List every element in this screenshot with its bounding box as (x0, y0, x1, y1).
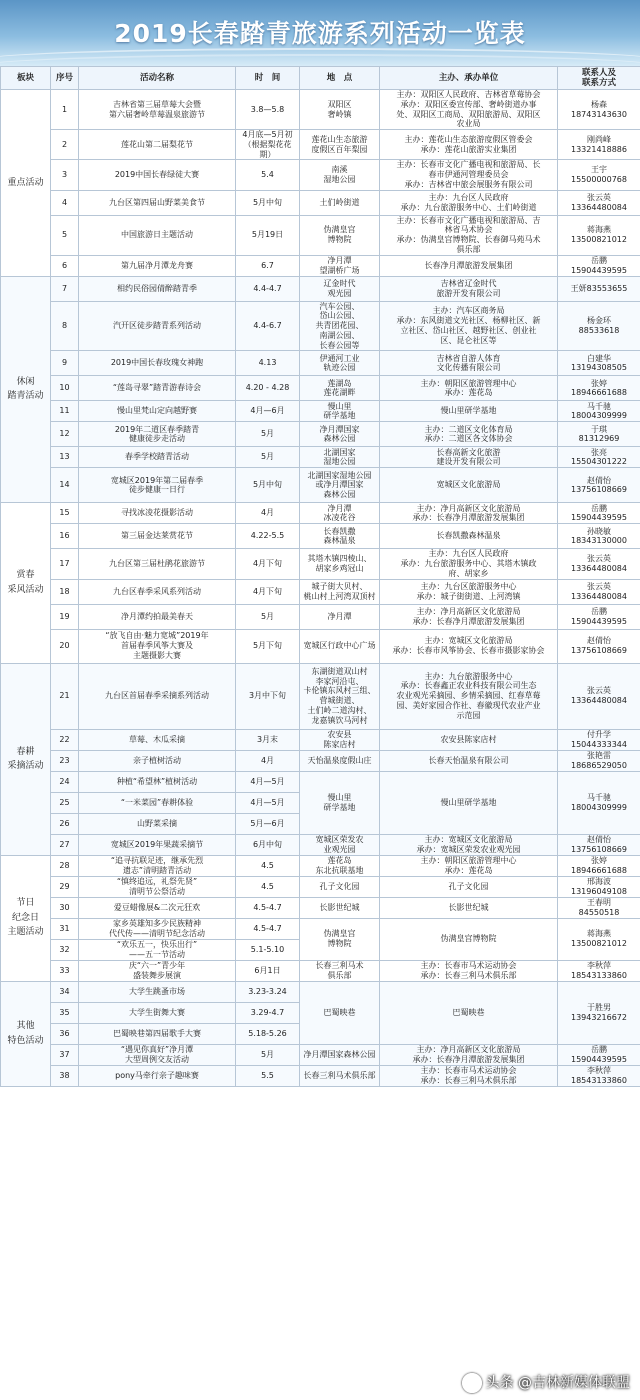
table-row (1, 255, 640, 276)
activity-time: 5.4 (236, 160, 300, 190)
activity-name: 慢山里梵山定向越野赛 (79, 401, 236, 422)
table-row (1, 604, 640, 629)
activity-contact: 王春明 84550518 (558, 897, 640, 918)
row-number: 29 (51, 876, 79, 897)
activity-contact: 岳鹏 15904439595 (558, 604, 640, 629)
activity-time: 4月下旬 (236, 579, 300, 604)
table-row (1, 376, 640, 401)
activity-place: 汽车公园、 岱山公园、 共青团花园、 南湖公园、 长春公园等 (300, 301, 380, 351)
table-row (1, 897, 640, 918)
activity-contact: 于胜男 13943216672 (558, 981, 640, 1044)
table-row (1, 160, 640, 190)
section-label: 休闲 踏青活动 (1, 276, 51, 503)
activity-name: 吉林省第三届草莓大会暨 第六届奢岭草莓温泉旅游节 (79, 90, 236, 130)
activity-time: 5月 (236, 604, 300, 629)
activity-organizer: 主办：长春市文化广播电视和旅游局、长 春市伊通河管理委员会 承办：吉林省中旅会展服务有限公司 (380, 160, 558, 190)
activity-place: 双阳区 奢岭镇 (300, 90, 380, 130)
activity-name: 汽开区徒步踏青系列活动 (79, 301, 236, 351)
activity-name: 九台区第三届杜鹃花旅游节 (79, 549, 236, 579)
activity-place: 净月潭 望湖桥广场 (300, 255, 380, 276)
activity-name: pony马牵行亲子趣味赛 (79, 1065, 236, 1086)
watermark-text: 头条 @吉林新媒体联盟 (485, 1375, 630, 1391)
row-number: 22 (51, 729, 79, 750)
row-number: 23 (51, 750, 79, 771)
row-number: 13 (51, 447, 79, 468)
row-number: 15 (51, 503, 79, 524)
activity-contact: 赵倩怡 13756108669 (558, 834, 640, 855)
activity-organizer: 慢山里研学基地 (380, 401, 558, 422)
activity-organizer: 主办：朝阳区旅游管理中心 承办：莲花岛 (380, 855, 558, 876)
row-number: 38 (51, 1065, 79, 1086)
watermark (462, 1372, 630, 1393)
activity-organizer: 主办：长春市马术运动协会 承办：长春三利马术俱乐部 (380, 960, 558, 981)
row-number: 28 (51, 855, 79, 876)
activity-time: 5.5 (236, 1065, 300, 1086)
page-title: 2019长春踏青旅游系列活动一览表 (114, 19, 526, 48)
activity-name: 2019中国长春玫瑰女神跑 (79, 351, 236, 376)
activity-time: 4.4-6.7 (236, 301, 300, 351)
activity-name: 第三届金达莱赏花节 (79, 524, 236, 549)
activity-time: 5月 (236, 447, 300, 468)
activity-name: 宽城区2019年果蔬采摘节 (79, 834, 236, 855)
activity-place: 净月潭 (300, 604, 380, 629)
table-row (1, 918, 640, 939)
header-contact: 联系人及 联系方式 (558, 67, 640, 90)
activity-time: 4.22-5.5 (236, 524, 300, 549)
activity-place: 莲花岛 东北抗联基地 (300, 855, 380, 876)
activity-name: 草莓、木瓜采摘 (79, 729, 236, 750)
activity-contact: 刚尚峰 13321418886 (558, 130, 640, 160)
activity-time: 4月 (236, 750, 300, 771)
activity-contact: 马千驰 18004309999 (558, 401, 640, 422)
activity-organizer: 主办：双阳区人民政府、吉林省草莓协会 承办：双阳区委宣传部、奢岭街道办事 处、双阳区工商局、双阳旅游局、双阳区 农业局 (380, 90, 558, 130)
header-organizer: 主办、承办单位 (380, 67, 558, 90)
activity-contact: 赵倩怡 13756108669 (558, 629, 640, 663)
activity-name: 中国旅游日主题活动 (79, 215, 236, 255)
table-row (1, 468, 640, 503)
activity-contact: 张云英 13364480084 (558, 190, 640, 215)
activity-contact: 王妍83553655 (558, 276, 640, 301)
table-row (1, 729, 640, 750)
activity-place: 净月潭国家森林公园 (300, 1044, 380, 1065)
row-number: 9 (51, 351, 79, 376)
table-row (1, 549, 640, 579)
activity-place: 天怡温泉度假山庄 (300, 750, 380, 771)
activity-place: 南溪 湿地公园 (300, 160, 380, 190)
activity-place: 长春三利马术 俱乐部 (300, 960, 380, 981)
row-number: 20 (51, 629, 79, 663)
activity-contact: 于琪 81312969 (558, 422, 640, 447)
activity-name: 山野菜采摘 (79, 813, 236, 834)
activity-time: 6月中旬 (236, 834, 300, 855)
activity-organizer: 主办：净月高新区文化旅游局 承办：长春净月潭旅游发展集团 (380, 1044, 558, 1065)
activity-organizer: 长春高新文化旅游 建设开发有限公司 (380, 447, 558, 468)
activity-contact: 张婷 18946661688 (558, 376, 640, 401)
activity-time: 4.4-4.7 (236, 276, 300, 301)
activity-time: 5月 (236, 1044, 300, 1065)
activity-contact: 白建华 13194308505 (558, 351, 640, 376)
activity-name: 亲子植树活动 (79, 750, 236, 771)
activity-contact: 张婷 18946661688 (558, 855, 640, 876)
row-number: 3 (51, 160, 79, 190)
section-label: 节日 纪念日 主题活动 (1, 855, 51, 981)
header-activity: 活动名称 (79, 67, 236, 90)
activity-place: 慢山里 研学基地 (300, 401, 380, 422)
row-number: 12 (51, 422, 79, 447)
table-row (1, 401, 640, 422)
activity-place: 农安县 陈家店村 (300, 729, 380, 750)
activity-name: 庆“六一”青少年 盛装舞步展演 (79, 960, 236, 981)
row-number: 11 (51, 401, 79, 422)
table-row (1, 855, 640, 876)
activity-time: 5月中旬 (236, 190, 300, 215)
activity-time: 5.18-5.26 (236, 1023, 300, 1044)
activity-organizer: 主办：净月高新区文化旅游局 承办：长春净月潭旅游发展集团 (380, 604, 558, 629)
activity-place: 东湖街道双山村 李家河沿屯、 卡伦镇东风村三组、 营城街道、 土们岭二道沟村、 龙嘉镇饮马河村 (300, 663, 380, 729)
activity-time: 4.5-4.7 (236, 918, 300, 939)
activity-organizer: 主办：朝阳区旅游管理中心 承办：莲花岛 (380, 376, 558, 401)
row-number: 27 (51, 834, 79, 855)
activity-time: 6.7 (236, 255, 300, 276)
activity-name: 2019年二道区春季踏青 健康徒步走活动 (79, 422, 236, 447)
activity-contact: 邢海波 13196049108 (558, 876, 640, 897)
activity-place: 土们岭街道 (300, 190, 380, 215)
table-row (1, 422, 640, 447)
activity-organizer: 主办：九台区人民政府 承办：九台旅游服务中心、其塔木镇政 府、胡家乡 (380, 549, 558, 579)
activity-organizer: 巴蜀映巷 (380, 981, 558, 1044)
activity-name: “莲岛寻翠”踏青游春诗会 (79, 376, 236, 401)
activity-place: 宽城区行政中心广场 (300, 629, 380, 663)
activity-contact: 张云英 13364480084 (558, 549, 640, 579)
activity-place: 净月潭 冰凌花谷 (300, 503, 380, 524)
activity-contact: 李秋萍 18543133860 (558, 960, 640, 981)
table-row (1, 960, 640, 981)
header-place: 地 点 (300, 67, 380, 90)
table-row (1, 876, 640, 897)
row-number: 1 (51, 90, 79, 130)
activity-time: 5月19日 (236, 215, 300, 255)
header-time: 时 间 (236, 67, 300, 90)
activity-organizer: 长春天怡温泉有限公司 (380, 750, 558, 771)
activity-time: 4月—6月 (236, 401, 300, 422)
header-no: 序号 (51, 67, 79, 90)
activity-time: 4月 (236, 503, 300, 524)
activity-organizer: 长春凯撒森林温泉 (380, 524, 558, 549)
activity-name: 爱豆蜡像展&二次元狂欢 (79, 897, 236, 918)
activity-time: 5.1-5.10 (236, 939, 300, 960)
activity-organizer: 宽城区文化旅游局 (380, 468, 558, 503)
activity-organizer: 长影世纪城 (380, 897, 558, 918)
activity-name: 巴蜀映巷第四届歌手大赛 (79, 1023, 236, 1044)
activity-time: 4.5 (236, 876, 300, 897)
row-number: 25 (51, 792, 79, 813)
table-header-row (1, 67, 640, 90)
activity-time: 6月1日 (236, 960, 300, 981)
activity-organizer: 主办：二道区文化体育局 承办：二道区各文体协会 (380, 422, 558, 447)
activity-time: 4.5-4.7 (236, 897, 300, 918)
activity-name: 大学生跳蚤市场 (79, 981, 236, 1002)
activity-organizer: 主办：长春市马术运动协会 承办：长春三利马术俱乐部 (380, 1065, 558, 1086)
activity-name: 种植“希望林”植树活动 (79, 771, 236, 792)
activity-place: 孔子文化园 (300, 876, 380, 897)
activity-organizer: 伪满皇宫博物院 (380, 918, 558, 960)
activity-contact: 岳鹏 15904439595 (558, 1044, 640, 1065)
activity-contact: 张云英 13364480084 (558, 663, 640, 729)
activity-place: 伪满皇宫 博物院 (300, 215, 380, 255)
activity-place: 宽城区荣发农 业观光园 (300, 834, 380, 855)
activity-place: 伊通河工业 轨迹公园 (300, 351, 380, 376)
activity-name: 相约民俗园倩醉踏青季 (79, 276, 236, 301)
section-label: 赏春 采风活动 (1, 503, 51, 663)
row-number: 17 (51, 549, 79, 579)
activity-place: 巴蜀映巷 (300, 981, 380, 1044)
activity-table (0, 66, 640, 1087)
activity-name: 宽城区2019年第二届春季 徒步健康一日行 (79, 468, 236, 503)
activity-name: 大学生街舞大赛 (79, 1002, 236, 1023)
activity-time: 3.8—5.8 (236, 90, 300, 130)
activity-time: 4月底—5月初 （根据梨花花期） (236, 130, 300, 160)
activity-place: 辽金时代 观光园 (300, 276, 380, 301)
activity-organizer: 孔子文化园 (380, 876, 558, 897)
activity-organizer: 主办：宽城区文化旅游局 承办：宽城区荣发农业观光园 (380, 834, 558, 855)
table-row (1, 351, 640, 376)
activity-organizer: 农安县陈家店村 (380, 729, 558, 750)
activity-place: 长春凯撒 森林温泉 (300, 524, 380, 549)
activity-organizer: 主办：九台区人民政府 承办：九台旅游服务中心、土们岭街道 (380, 190, 558, 215)
activity-place: 城子街大贝村、 桃山村上河湾双顶村 (300, 579, 380, 604)
table-row (1, 447, 640, 468)
header-section: 板块 (1, 67, 51, 90)
activity-organizer: 长春净月潭旅游发展集团 (380, 255, 558, 276)
activity-name: 第九届净月潭龙舟赛 (79, 255, 236, 276)
table-row (1, 579, 640, 604)
table-row (1, 190, 640, 215)
activity-organizer: 慢山里研学基地 (380, 771, 558, 834)
activity-place: 长春三利马术俱乐部 (300, 1065, 380, 1086)
activity-place: 长影世纪城 (300, 897, 380, 918)
activity-organizer: 主办：宽城区文化旅游局 承办：长春市风筝协会、长春市摄影家协会 (380, 629, 558, 663)
activity-time: 4.13 (236, 351, 300, 376)
row-number: 16 (51, 524, 79, 549)
table-row (1, 981, 640, 1002)
activity-contact: 张亮 15504301222 (558, 447, 640, 468)
activity-place: 净月潭国家 森林公园 (300, 422, 380, 447)
activity-name: 春季学校踏青活动 (79, 447, 236, 468)
activity-place: 伪满皇宫 博物院 (300, 918, 380, 960)
activity-time: 3.29-4.7 (236, 1002, 300, 1023)
activity-time: 5月—6月 (236, 813, 300, 834)
row-number: 32 (51, 939, 79, 960)
activity-contact: 杨森 18743143630 (558, 90, 640, 130)
section-label: 重点活动 (1, 90, 51, 277)
activity-time: 4月下旬 (236, 549, 300, 579)
row-number: 35 (51, 1002, 79, 1023)
activity-place: 莲湖岛 莲花湖畔 (300, 376, 380, 401)
activity-organizer: 主办：净月高新区文化旅游局 承办：长春净月潭旅游发展集团 (380, 503, 558, 524)
activity-place: 莲花山生态旅游 度假区百年梨园 (300, 130, 380, 160)
activity-contact: 张云英 13364480084 (558, 579, 640, 604)
activity-organizer: 主办：九台区旅游服务中心 承办：城子街街道、上河湾镇 (380, 579, 558, 604)
activity-time: 3月中下旬 (236, 663, 300, 729)
activity-name: 九台区第四届山野菜美食节 (79, 190, 236, 215)
activity-contact: 岳鹏 15904439595 (558, 503, 640, 524)
activity-contact: 李秋萍 18543133860 (558, 1065, 640, 1086)
table-row (1, 90, 640, 130)
activity-contact: 付升学 15044333344 (558, 729, 640, 750)
activity-place: 北湖国家湿地公园 或净月潭国家 森林公园 (300, 468, 380, 503)
table-row (1, 1044, 640, 1065)
activity-name: 净月潭约拍最美春天 (79, 604, 236, 629)
activity-organizer: 主办：长春市文化广播电视和旅游局、吉 林省马术协会 承办：伪满皇宫博物院、长春御马苑马术 俱乐部 (380, 215, 558, 255)
row-number: 5 (51, 215, 79, 255)
activity-name: 家乡英雄知多少民族精神 代代传——清明节纪念活动 (79, 918, 236, 939)
activity-time: 4月—5月 (236, 771, 300, 792)
activity-name: “遇见你真好”净月潭 大型周例交友活动 (79, 1044, 236, 1065)
activity-time: 4.5 (236, 855, 300, 876)
activity-contact: 蒋海燕 13500821012 (558, 215, 640, 255)
table-row (1, 771, 640, 792)
activity-name: 九台区春季采风系列活动 (79, 579, 236, 604)
activity-time: 5月下旬 (236, 629, 300, 663)
row-number: 21 (51, 663, 79, 729)
table-row (1, 301, 640, 351)
row-number: 26 (51, 813, 79, 834)
activity-name: “一米菜园”春耕体验 (79, 792, 236, 813)
activity-name: “慎终追远，礼祭先贤” 清明节公祭活动 (79, 876, 236, 897)
row-number: 19 (51, 604, 79, 629)
activity-organizer: 主办：九台旅游服务中心 承办：长春鑫正农业科技有限公司生态 农业观光采摘园、乡情采摘园、红春草莓 园、美好家园合作社、春徽现代农业产业 示范园 (380, 663, 558, 729)
activity-name: 九台区首届春季采摘系列活动 (79, 663, 236, 729)
activity-time: 4.20 - 4.28 (236, 376, 300, 401)
activity-contact: 张艳雷 18686529050 (558, 750, 640, 771)
table-row (1, 276, 640, 301)
row-number: 36 (51, 1023, 79, 1044)
activity-contact: 王宇 15500000768 (558, 160, 640, 190)
table-row (1, 524, 640, 549)
table-row (1, 215, 640, 255)
activity-name: “欢乐五一，快乐出行” ——五一节活动 (79, 939, 236, 960)
activity-contact: 孙晓敏 18343130000 (558, 524, 640, 549)
row-number: 14 (51, 468, 79, 503)
section-label: 其他 特色活动 (1, 981, 51, 1086)
row-number: 8 (51, 301, 79, 351)
activity-time: 4月—5月 (236, 792, 300, 813)
activity-organizer: 吉林省自游人体育 文化传播有限公司 (380, 351, 558, 376)
row-number: 31 (51, 918, 79, 939)
activity-time: 3月末 (236, 729, 300, 750)
title-banner (0, 0, 640, 66)
activity-contact: 岳鹏 15904439595 (558, 255, 640, 276)
row-number: 34 (51, 981, 79, 1002)
table-row (1, 130, 640, 160)
activity-contact: 杨金环 88533618 (558, 301, 640, 351)
activity-name: 2019中国长春绿徒大赛 (79, 160, 236, 190)
activity-organizer: 吉林省辽金时代 旅游开发有限公司 (380, 276, 558, 301)
activity-name: “追寻抗联足迹，继承先烈 遗志”清明踏青活动 (79, 855, 236, 876)
table-row (1, 663, 640, 729)
table-row (1, 629, 640, 663)
activity-contact: 马千驰 18004309999 (558, 771, 640, 834)
row-number: 18 (51, 579, 79, 604)
row-number: 6 (51, 255, 79, 276)
toutiao-logo-icon (462, 1373, 482, 1393)
activity-place: 其塔木镇四棱山、 胡家乡鸡冠山 (300, 549, 380, 579)
activity-organizer: 主办：莲花山生态旅游度假区管委会 承办：莲花山旅游实业集团 (380, 130, 558, 160)
row-number: 7 (51, 276, 79, 301)
table-row (1, 834, 640, 855)
section-label: 春耕 采摘活动 (1, 663, 51, 855)
activity-time: 5月中旬 (236, 468, 300, 503)
row-number: 4 (51, 190, 79, 215)
row-number: 30 (51, 897, 79, 918)
activity-name: “放飞自由·魅力宽城”2019年 首届春季风筝大赛及 主题摄影大赛 (79, 629, 236, 663)
row-number: 24 (51, 771, 79, 792)
activity-contact: 赵倩怡 13756108669 (558, 468, 640, 503)
activity-organizer: 主办：汽车区商务局 承办：东风街道文光社区、杨柳社区、新 立社区、岱山社区、越野社区、创业社 区、昆仑社区等 (380, 301, 558, 351)
activity-time: 5月 (236, 422, 300, 447)
table-row (1, 1065, 640, 1086)
activity-name: 莲花山第二届梨花节 (79, 130, 236, 160)
table-row (1, 503, 640, 524)
activity-place: 北湖国家 湿地公园 (300, 447, 380, 468)
activity-contact: 蒋海燕 13500821012 (558, 918, 640, 960)
activity-name: 寻找冰凌花摄影活动 (79, 503, 236, 524)
activity-place: 慢山里 研学基地 (300, 771, 380, 834)
row-number: 10 (51, 376, 79, 401)
row-number: 2 (51, 130, 79, 160)
activity-time: 3.23-3.24 (236, 981, 300, 1002)
table-row (1, 750, 640, 771)
row-number: 37 (51, 1044, 79, 1065)
row-number: 33 (51, 960, 79, 981)
